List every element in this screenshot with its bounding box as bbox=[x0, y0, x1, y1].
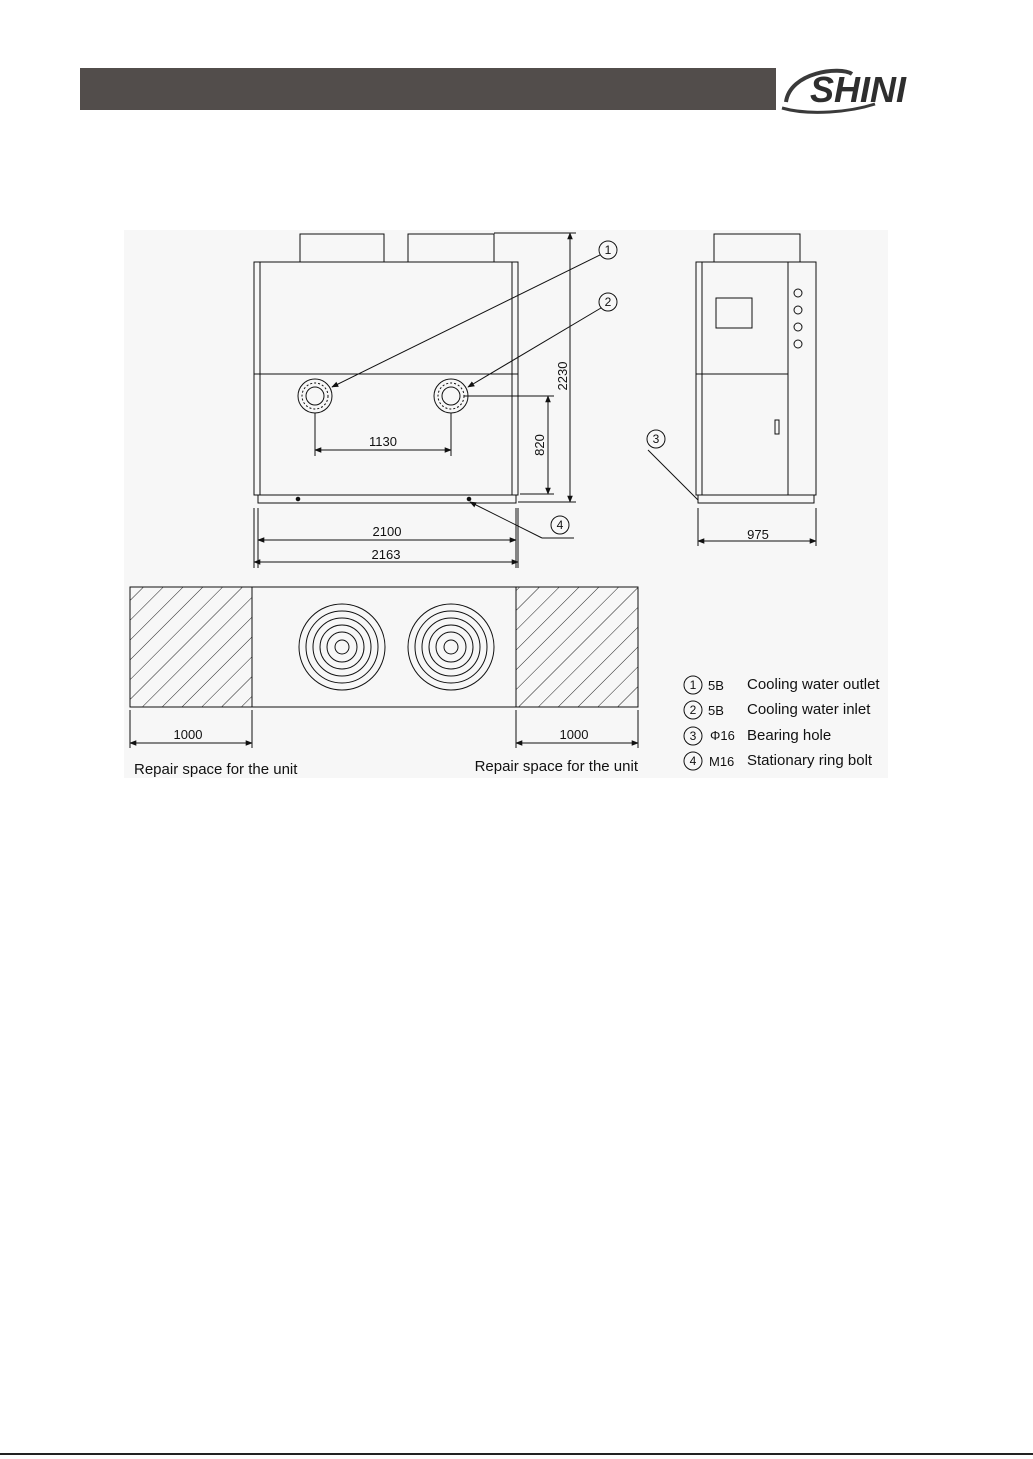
legend-code: Φ16 bbox=[710, 728, 735, 743]
legend bbox=[684, 676, 880, 770]
repair-space-left-hatch bbox=[130, 587, 252, 707]
logo-wordmark: SHINI bbox=[810, 69, 907, 110]
water-inlet-pipe bbox=[434, 379, 468, 413]
dim-side-depth: 975 bbox=[747, 527, 769, 542]
repair-space-right-hatch bbox=[516, 587, 638, 707]
legend-desc: Stationary ring bolt bbox=[747, 752, 873, 769]
legend-num: 1 bbox=[689, 678, 697, 692]
indicator-light bbox=[794, 340, 802, 348]
legend-num: 2 bbox=[689, 703, 697, 717]
front-fan-housing-right bbox=[408, 234, 494, 262]
callout-1: 1 bbox=[604, 243, 612, 257]
legend-desc: Cooling water inlet bbox=[747, 701, 871, 718]
repair-space-left-caption: Repair space for the unit bbox=[134, 761, 298, 778]
dimension-drawing-svg bbox=[124, 230, 888, 778]
header-bar bbox=[80, 68, 776, 110]
control-panel-window bbox=[716, 298, 752, 328]
side-fan-housing bbox=[714, 234, 800, 262]
front-body bbox=[254, 262, 518, 495]
door-handle bbox=[775, 420, 779, 434]
legend-item bbox=[684, 727, 831, 745]
legend-desc: Cooling water outlet bbox=[747, 676, 880, 693]
dim-outer-width: 2163 bbox=[371, 547, 401, 562]
dim-pipe-height: 820 bbox=[532, 434, 547, 456]
dim-left-repair: 1000 bbox=[173, 727, 203, 742]
legend-item bbox=[684, 676, 880, 694]
callout-4: 4 bbox=[556, 518, 564, 532]
front-fan-housing-left bbox=[300, 234, 384, 262]
fan-right bbox=[408, 604, 494, 690]
legend-code: 5B bbox=[708, 678, 724, 693]
fan-left bbox=[299, 604, 385, 690]
shini-logo-graphic bbox=[780, 62, 950, 118]
legend-desc: Bearing hole bbox=[747, 727, 832, 744]
dim-pipe-spacing: 1130 bbox=[369, 434, 397, 449]
shini-logo bbox=[780, 62, 950, 118]
legend-num: 4 bbox=[689, 754, 697, 768]
legend-item bbox=[684, 752, 873, 770]
dim-inner-width: 2100 bbox=[372, 524, 402, 539]
water-outlet-pipe bbox=[298, 379, 332, 413]
callout-3: 3 bbox=[652, 432, 660, 446]
dimension-drawing bbox=[124, 230, 888, 778]
indicator-light bbox=[794, 306, 802, 314]
dim-right-repair: 1000 bbox=[559, 727, 589, 742]
top-view bbox=[130, 587, 638, 748]
side-view bbox=[648, 234, 816, 546]
legend-code: 5B bbox=[708, 703, 724, 718]
callout-2: 2 bbox=[604, 295, 612, 309]
footer-rule bbox=[0, 1453, 1033, 1455]
dim-total-height: 2230 bbox=[555, 361, 570, 391]
legend-num: 3 bbox=[689, 729, 697, 743]
indicator-light bbox=[794, 289, 802, 297]
legend-item bbox=[684, 701, 871, 719]
legend-code: M16 bbox=[709, 754, 735, 769]
repair-space-right-caption: Repair space for the unit bbox=[474, 758, 638, 775]
indicator-light bbox=[794, 323, 802, 331]
